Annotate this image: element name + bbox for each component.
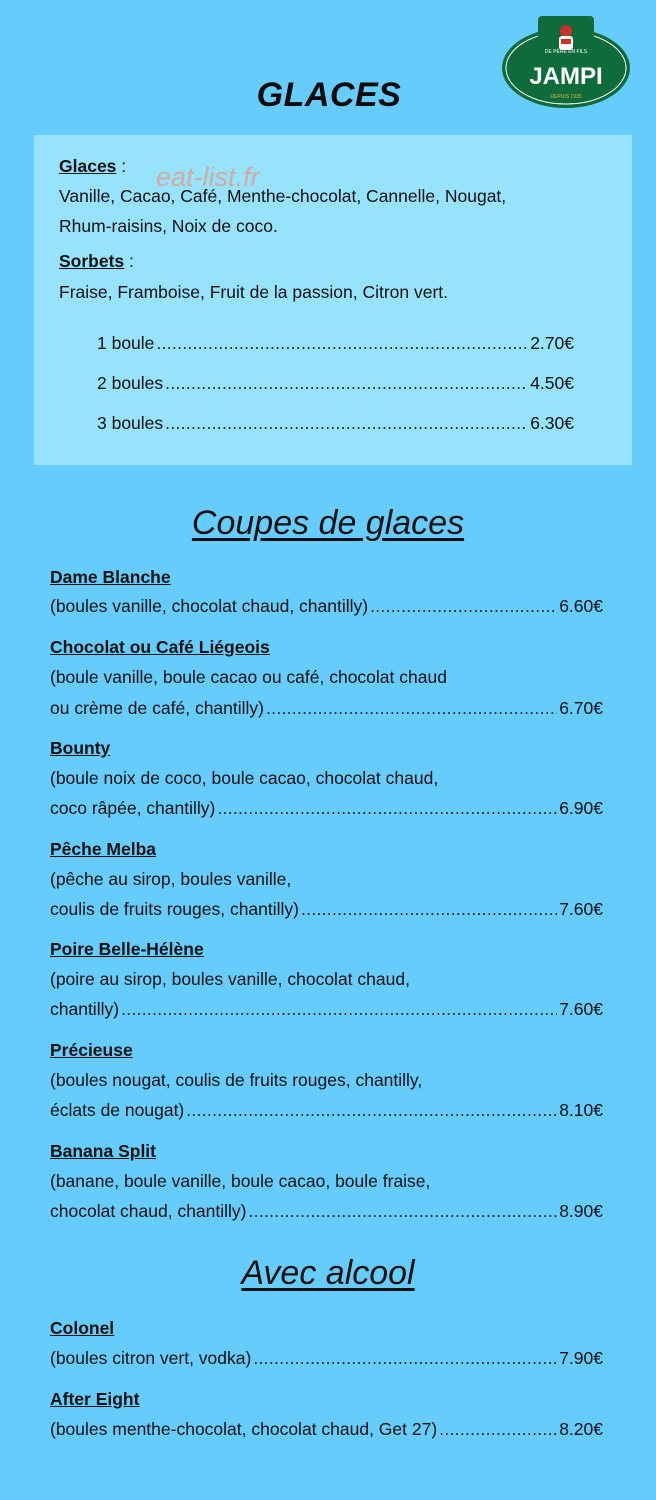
- leader-dots: [121, 999, 557, 1020]
- item-name-bounty: Bounty: [50, 738, 111, 758]
- price-label: 3 boules: [97, 413, 164, 433]
- price-row-2-boules: [97, 373, 574, 394]
- item-price: 7.60€: [559, 899, 603, 919]
- watermark: eat-list.fr: [156, 162, 260, 192]
- price-label: 2 boules: [97, 373, 164, 393]
- item-description: (boules citron vert, vodka): [50, 1348, 252, 1368]
- item-price: 8.20€: [559, 1419, 603, 1439]
- item-price: 6.90€: [559, 798, 603, 818]
- price-value: 6.30€: [530, 413, 574, 433]
- item-price-line-peche-melba: [50, 899, 603, 920]
- price-row-3-boules: [97, 413, 574, 434]
- glaces-flavors-line-1: Vanille, Cacao, Café, Menthe-chocolat, Cannelle, Nougat,: [59, 186, 507, 206]
- leader-dots: [439, 1419, 557, 1440]
- leader-dots: [165, 413, 528, 434]
- item-description: éclats de nougat): [50, 1100, 185, 1120]
- item-price-line-poire-belle-helene: [50, 999, 603, 1020]
- item-description: chantilly): [50, 999, 120, 1019]
- item-price-line-precieuse: [50, 1100, 603, 1121]
- item-price-line-colonel: [50, 1348, 603, 1369]
- item-description: coulis de fruits rouges, chantilly): [50, 899, 299, 919]
- page-title: GLACES: [256, 76, 402, 114]
- item-description: (poire au sirop, boules vanille, chocolat chaud,: [50, 969, 410, 989]
- coupes-section-title: Coupes de glaces: [191, 504, 465, 542]
- leader-dots: [186, 1100, 557, 1121]
- item-name-poire-belle-helene: Poire Belle-Hélène: [50, 939, 204, 959]
- item-price-line-dame-blanche: [50, 596, 603, 617]
- glaces-sep: :: [116, 156, 127, 176]
- item-price: 6.60€: [559, 596, 603, 616]
- sorbets-flavors-line: Fraise, Framboise, Fruit de la passion, Citron vert.: [59, 282, 449, 302]
- sorbets-heading: [59, 251, 134, 272]
- sorbets-sep: :: [124, 251, 134, 271]
- item-price-line-banana-split: [50, 1201, 603, 1222]
- glaces-heading: [59, 156, 126, 177]
- price-row-1-boule: [97, 333, 574, 354]
- logo-tagline: DE PÈRE EN FILS: [544, 49, 588, 55]
- leader-dots: [249, 1201, 558, 1222]
- price-value: 2.70€: [530, 333, 574, 353]
- leader-dots: [301, 899, 557, 920]
- item-price: 8.10€: [559, 1100, 603, 1120]
- item-description: (boule noix de coco, boule cacao, chocolat chaud,: [50, 768, 439, 788]
- glaces-label: Glaces: [59, 156, 117, 176]
- item-name-liegeois: Chocolat ou Café Liégeois: [50, 637, 270, 657]
- item-name-colonel: Colonel: [50, 1318, 115, 1338]
- item-price: 7.90€: [559, 1348, 603, 1368]
- item-price: 6.70€: [559, 698, 603, 718]
- item-description: (banane, boule vanille, boule cacao, boule fraise,: [50, 1171, 431, 1191]
- item-name-dame-blanche: Dame Blanche: [50, 567, 171, 587]
- leader-dots: [370, 596, 557, 617]
- item-price: 7.60€: [559, 999, 603, 1019]
- item-description: coco râpée, chantilly): [50, 798, 216, 818]
- item-description: (boules menthe-chocolat, chocolat chaud, Get 27): [50, 1419, 438, 1439]
- item-description: (boules vanille, chocolat chaud, chantilly): [50, 596, 369, 616]
- leader-dots: [266, 698, 557, 719]
- alcool-section-title: Avec alcool: [241, 1254, 415, 1292]
- item-description: chocolat chaud, chantilly): [50, 1201, 247, 1221]
- item-price-line-liegeois: [50, 698, 603, 719]
- item-price: 8.90€: [559, 1201, 603, 1221]
- item-description: (boules nougat, coulis de fruits rouges, chantilly,: [50, 1070, 423, 1090]
- item-description: (pêche au sirop, boules vanille,: [50, 869, 292, 889]
- logo-brand: JAMPI: [529, 63, 603, 90]
- item-description: (boule vanille, boule cacao ou café, chocolat chaud: [50, 667, 447, 687]
- item-name-peche-melba: Pêche Melba: [50, 839, 157, 859]
- leader-dots: [253, 1348, 557, 1369]
- item-description: ou crème de café, chantilly): [50, 698, 264, 718]
- price-value: 4.50€: [530, 373, 574, 393]
- leader-dots: [156, 333, 528, 354]
- item-name-after-eight: After Eight: [50, 1389, 140, 1409]
- item-name-precieuse: Précieuse: [50, 1040, 133, 1060]
- item-name-banana-split: Banana Split: [50, 1141, 156, 1161]
- sorbets-label: Sorbets: [59, 251, 125, 271]
- leader-dots: [217, 798, 557, 819]
- item-price-line-bounty: [50, 798, 603, 819]
- leader-dots: [165, 373, 528, 394]
- price-label: 1 boule: [97, 333, 155, 353]
- item-price-line-after-eight: [50, 1419, 603, 1440]
- glaces-flavors-line-2: Rhum-raisins, Noix de coco.: [59, 216, 278, 236]
- logo-since: DEPUIS 1935: [550, 94, 582, 100]
